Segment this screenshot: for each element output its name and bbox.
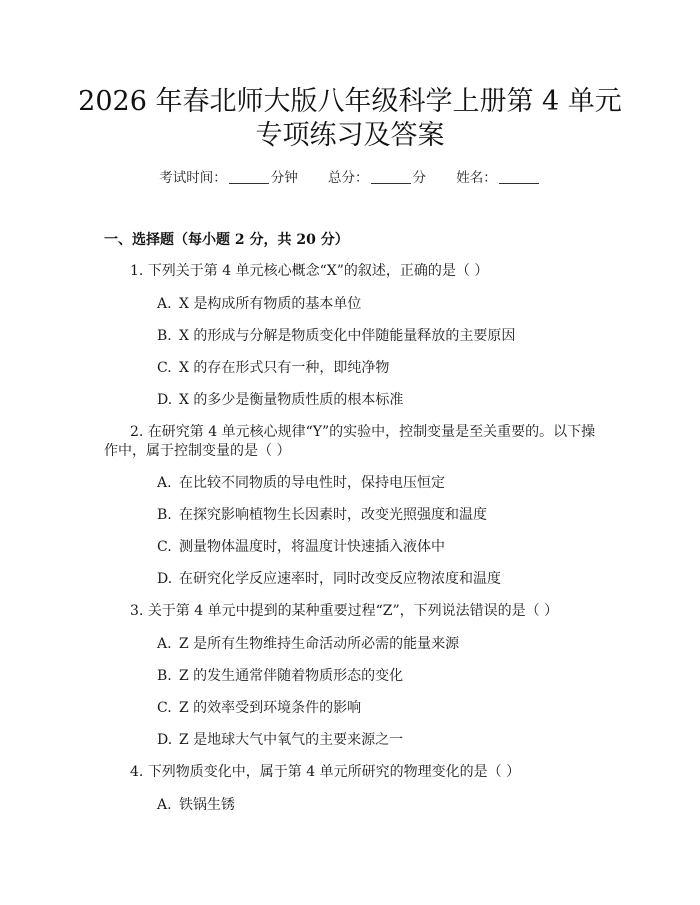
option-text: X 是构成所有物质的基本单位	[179, 296, 362, 312]
question-text-line-2: 作中，属于控制变量的是（ ）	[104, 443, 291, 459]
question-1-option-a[interactable]	[157, 293, 361, 315]
question-4	[104, 756, 604, 788]
option-text: 在探究影响植物生长因素时，改变光照强度和温度	[179, 507, 487, 523]
option-text: Z 的发生通常伴随着物质形态的变化	[179, 668, 404, 684]
student-name-blank[interactable]	[499, 169, 539, 184]
option-text: X 的形成与分解是物质变化中伴随能量释放的主要原因	[179, 328, 516, 344]
exam-info-line	[0, 168, 700, 188]
option-letter: C.	[157, 360, 172, 376]
option-letter: D.	[157, 392, 173, 408]
question-number: 4.	[130, 764, 144, 780]
question-1-option-d[interactable]	[157, 389, 403, 411]
exam-time-blank[interactable]	[229, 169, 269, 184]
question-2-continued	[104, 435, 604, 467]
option-letter: A.	[157, 475, 172, 491]
total-score-field	[328, 168, 426, 188]
question-2-option-c[interactable]	[157, 536, 445, 558]
option-letter: A.	[157, 636, 172, 652]
question-3	[104, 595, 604, 627]
question-1	[104, 255, 604, 287]
question-3-option-d[interactable]	[157, 729, 403, 751]
option-text: 在研究化学反应速率时，同时改变反应物浓度和温度	[179, 571, 501, 587]
option-letter: D.	[157, 732, 173, 748]
option-letter: A.	[157, 797, 172, 813]
option-letter: B.	[157, 507, 172, 523]
question-4-option-a[interactable]	[157, 794, 235, 816]
section-heading-choice: 一、选择题（每小题 2 分，共 20 分）	[104, 232, 349, 248]
total-score-unit: 分	[412, 170, 426, 186]
question-1-option-c[interactable]	[157, 357, 389, 379]
total-score-label: 总分：	[328, 170, 369, 186]
option-text: 在比较不同物质的导电性时，保持电压恒定	[179, 475, 445, 491]
student-name-label: 姓名：	[456, 170, 497, 186]
question-2-option-a[interactable]	[157, 472, 445, 494]
question-number: 1.	[130, 263, 144, 279]
question-3-option-a[interactable]	[157, 633, 459, 655]
option-text: X 的存在形式只有一种，即纯净物	[179, 360, 390, 376]
option-letter: C.	[157, 700, 172, 716]
total-score-blank[interactable]	[371, 169, 411, 184]
option-text: Z 是地球大气中氧气的主要来源之一	[179, 732, 404, 748]
exam-time-label: 考试时间：	[159, 170, 227, 186]
student-name-field	[456, 168, 541, 188]
question-number: 2.	[130, 424, 144, 440]
option-letter: B.	[157, 668, 172, 684]
question-2-option-d[interactable]	[157, 568, 501, 590]
exam-time-unit: 分钟	[270, 170, 298, 186]
option-text: 铁锅生锈	[179, 797, 235, 813]
question-1-option-b[interactable]	[157, 325, 515, 347]
option-letter: A.	[157, 296, 172, 312]
exam-time-field	[159, 168, 298, 188]
option-text: Z 是所有生物维持生命活动所必需的能量来源	[179, 636, 460, 652]
option-letter: D.	[157, 571, 173, 587]
option-letter: B.	[157, 328, 172, 344]
page-title-line-2: 专项练习及答案	[255, 120, 445, 151]
question-2-option-b[interactable]	[157, 504, 487, 526]
option-text: Z 的效率受到环境条件的影响	[179, 700, 362, 716]
question-text: 关于第 4 单元中提到的某种重要过程“Z”，下列说法错误的是（ ）	[147, 603, 559, 619]
page-title-line-1: 2026 年春北师大版八年级科学上册第 4 单元	[78, 86, 622, 117]
question-text: 下列物质变化中，属于第 4 单元所研究的物理变化的是（ ）	[147, 764, 521, 780]
question-3-option-b[interactable]	[157, 665, 403, 687]
question-number: 3.	[130, 603, 144, 619]
question-text-line-1: 在研究第 4 单元核心规律“Y”的实验中，控制变量是至关重要的。以下操	[147, 424, 596, 440]
question-3-option-c[interactable]	[157, 697, 361, 719]
question-text: 下列关于第 4 单元核心概念“X”的叙述，正确的是（ ）	[147, 263, 489, 279]
option-text: 测量物体温度时，将温度计快速插入液体中	[179, 539, 445, 555]
option-letter: C.	[157, 539, 172, 555]
option-text: X 的多少是衡量物质性质的根本标准	[179, 392, 404, 408]
